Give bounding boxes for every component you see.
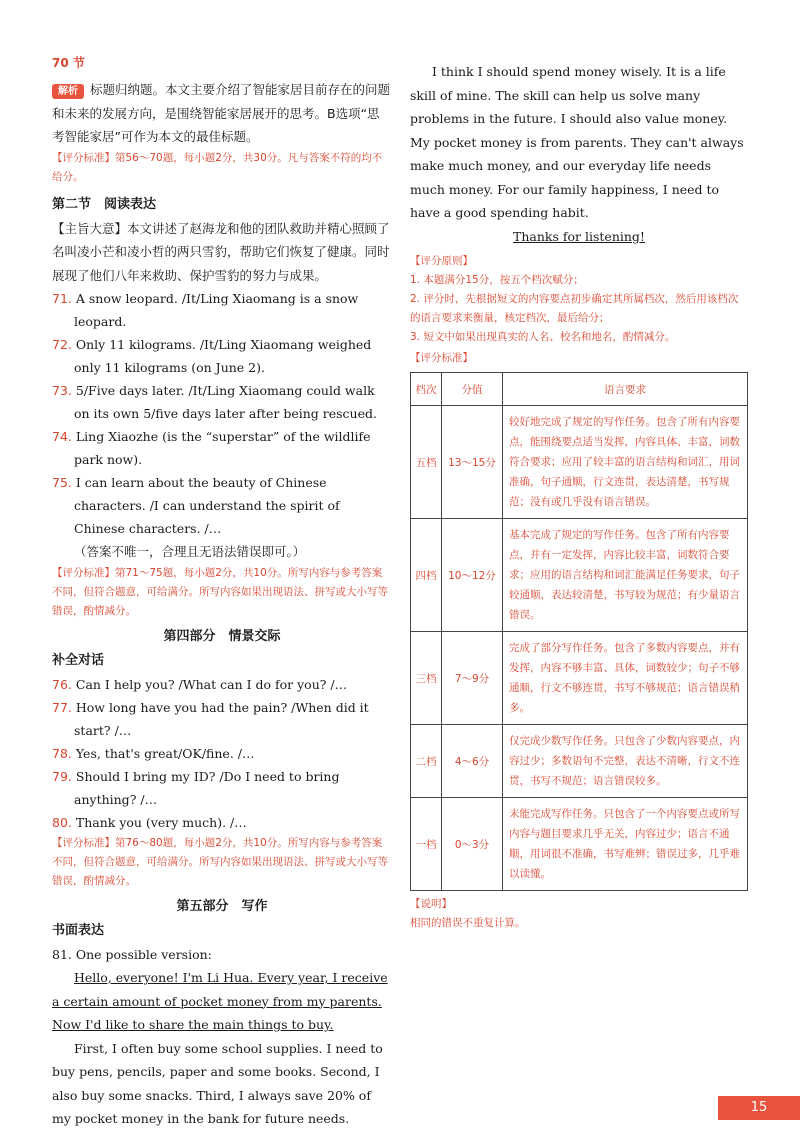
page-tag: 70 节 (52, 56, 85, 70)
part4-title: 第四部分 情景交际 (163, 628, 281, 644)
answer-text: 5/Five days later. /It/Ling Xiaomang could walk on its own 5/five days later after being rescued. (74, 383, 377, 421)
score-56-70: 【评分标准】第56～70题，每小题2分，共30分。凡与答案不符的均不给分。 (52, 151, 383, 183)
requirement-cell: 完成了部分写作任务。包含了多数内容要点，并有发挥，内容不够丰富、具体，词数较少；句子不够通顺，行文不够连贯，书写不够规范；语言错误稍多。 (503, 632, 748, 725)
answer-number: 79. (52, 768, 72, 784)
answer-number: 80. (52, 814, 72, 830)
level-cell: 三档 (411, 632, 442, 725)
left-column (52, 56, 392, 1131)
header-score: 分值 (442, 373, 503, 406)
answer-78 (52, 742, 392, 765)
answer-73 (52, 379, 392, 425)
requirement-cell: 较好地完成了规定的写作任务。包含了所有内容要点，能围绕要点适当发挥，内容具体、丰富，词数符合要求；应用了较丰富的语言结构和词汇，用词准确，句子通顺，行文连贯，表达清楚，书写规范；没有或几乎没有语言错误。 (503, 406, 748, 519)
requirement-cell: 未能完成写作任务。只包含了一个内容要点或所写内容与题目要求几乎无关，内容过少；语言不通顺，用词很不准确，书写难辨；错误过多，几乎难以读懂。 (503, 798, 748, 891)
level-cell: 四档 (411, 519, 442, 632)
answer-number: 77. (52, 699, 72, 715)
table-row (411, 632, 748, 725)
answer-text: Only 11 kilograms. /It/Ling Xiaomang weighed only 11 kilograms (on June 2). (74, 337, 372, 375)
answer-80 (52, 811, 392, 834)
answer-75 (52, 471, 392, 540)
answer-71 (52, 287, 392, 333)
part4-score: 【评分标准】第76～80题，每小题2分，共10分。所写内容与参考答案不同，但符合题意，可给满分。所写内容如果出现语法、拼写或大小写等错误，酌情减分。 (52, 836, 388, 887)
part4-answers (52, 673, 392, 834)
part4-subtitle: 补全对话 (52, 652, 105, 668)
header-level: 档次 (411, 373, 442, 406)
answer-text: Yes, that's great/OK/fine. /… (75, 745, 255, 761)
answer-number: 76. (52, 676, 72, 692)
right-column (410, 60, 748, 933)
explain-text: 相同的错误不重复计算。 (410, 917, 526, 929)
answer-text: I can learn about the beauty of Chinese characters. /I can understand the spirit of Chinese characters. /… (74, 475, 340, 536)
requirement-cell: 仅完成少数写作任务。只包含了少数内容要点，内容过少；多数语句不完整，表达不清晰，行文不连贯，书写不规范；语言错误较多。 (503, 725, 748, 798)
page-number: 15 (718, 1096, 800, 1120)
score-cell: 0～3分 (442, 798, 503, 891)
section2-summary: 【主旨大意】本文讲述了赵海龙和他的团队救助并精心照顾了名叫凌小芒和凌小哲的两只雪豹，帮助它们恢复了健康。同时展现了他们八年来救助、保护雪豹的努力与成果。 (52, 220, 390, 283)
answer-77 (52, 696, 392, 742)
score-cell: 4～6分 (442, 725, 503, 798)
answer-74 (52, 425, 392, 471)
table-row (411, 725, 748, 798)
score-cell: 7～9分 (442, 632, 503, 725)
explain-title: 【说明】 (410, 898, 452, 910)
level-cell: 二档 (411, 725, 442, 798)
level-cell: 五档 (411, 406, 442, 519)
section2-title: 第二节 阅读表达 (52, 196, 157, 212)
answer-text: Ling Xiaozhe (is the “superstar” of the wildlife park now). (74, 429, 371, 467)
part5-title: 第五部分 写作 (176, 898, 268, 914)
answer-72 (52, 333, 392, 379)
table-row (411, 798, 748, 891)
answer-text: A snow leopard. /It/Ling Xiaomang is a snow leopard. (74, 291, 359, 329)
answer-number: 75. (52, 475, 72, 490)
table-row (411, 406, 748, 519)
answer-79 (52, 765, 392, 811)
essay-intro: Hello, everyone! I'm Li Hua. Every year, I receive a certain amount of pocket money from my parents. Now I'd like to share the main things to buy. (52, 970, 388, 1032)
answer-number: 78. (52, 745, 72, 761)
requirement-cell: 基本完成了规定的写作任务。包含了所有内容要点，并有一定发挥，内容比较丰富，词数符合要求；应用的语言结构和词汇能满足任务要求，句子较通顺，表达较清楚，书写较为规范；有少量语言错误。 (503, 519, 748, 632)
section2-answers (52, 287, 392, 540)
answer-text: Thank you (very much). /… (75, 814, 247, 830)
scoring-table (410, 372, 748, 891)
score-cell: 13～15分 (442, 406, 503, 519)
answer-76 (52, 673, 392, 696)
score-cell: 10～12分 (442, 519, 503, 632)
essay-paragraph-2: I think I should spend money wisely. It is a life skill of mine. The skill can help us solve many problems in the future. I should also value money. My pocket money is from parents. They can't always make much money, and our everyday life needs much money. For our family happiness, I need to have a good spending habit. (410, 64, 744, 220)
part5-label: 81. One possible version: (52, 946, 212, 962)
section2-note: （答案不唯一，合理且无语法错误即可。） (74, 544, 306, 559)
answer-text: Should I bring my ID? /Do I need to bring anything? /… (74, 768, 340, 807)
analysis-badge: 解析 (52, 84, 84, 99)
answer-text: Can I help you? /What can I do for you? /… (75, 676, 348, 692)
answer-number: 73. (52, 383, 72, 398)
answer-number: 74. (52, 429, 72, 444)
principle-item-3: 3. 短文中如果出现真实的人名、校名和地名，酌情减分。 (410, 331, 676, 343)
essay-closing: Thanks for listening! (513, 228, 645, 244)
principle-item-1: 1. 本题满分15分，按五个档次赋分； (410, 274, 584, 286)
part5-subtitle: 书面表达 (52, 922, 105, 938)
principles-title: 【评分原则】 (410, 255, 473, 267)
section2-score: 【评分标准】第71～75题，每小题2分，共10分。所写内容与参考答案不同，但符合题意，可给满分。所写内容如果出现语法、拼写或大小写等错误，酌情减分。 (52, 566, 388, 617)
header-requirement: 语言要求 (503, 373, 748, 406)
table-header-row (411, 373, 748, 406)
level-cell: 一档 (411, 798, 442, 891)
analysis-paragraph (52, 78, 392, 149)
answer-number: 72. (52, 337, 72, 352)
answer-text: How long have you had the pain? /When did it start? /… (74, 699, 369, 738)
analysis-text: 标题归纳题。本文主要介绍了智能家居目前存在的问题和未来的发展方向，是围绕智能家居展开的思考。B选项“思考智能家居”可作为本文的最佳标题。 (52, 82, 391, 144)
essay-paragraph-1: First, I often buy some school supplies. I need to buy pens, pencils, paper and some books. Second, I also buy some snacks. Third, I always save 20% of my pocket money in the bank for future needs. (52, 1040, 383, 1126)
answer-number: 71. (52, 291, 72, 306)
principle-item-2: 2. 评分时，先根据短文的内容要点初步确定其所属档次，然后用该档次的语言要求来衡量，核定档次，最后给分； (410, 293, 739, 324)
standards-title: 【评分标准】 (410, 352, 473, 364)
table-row (411, 519, 748, 632)
